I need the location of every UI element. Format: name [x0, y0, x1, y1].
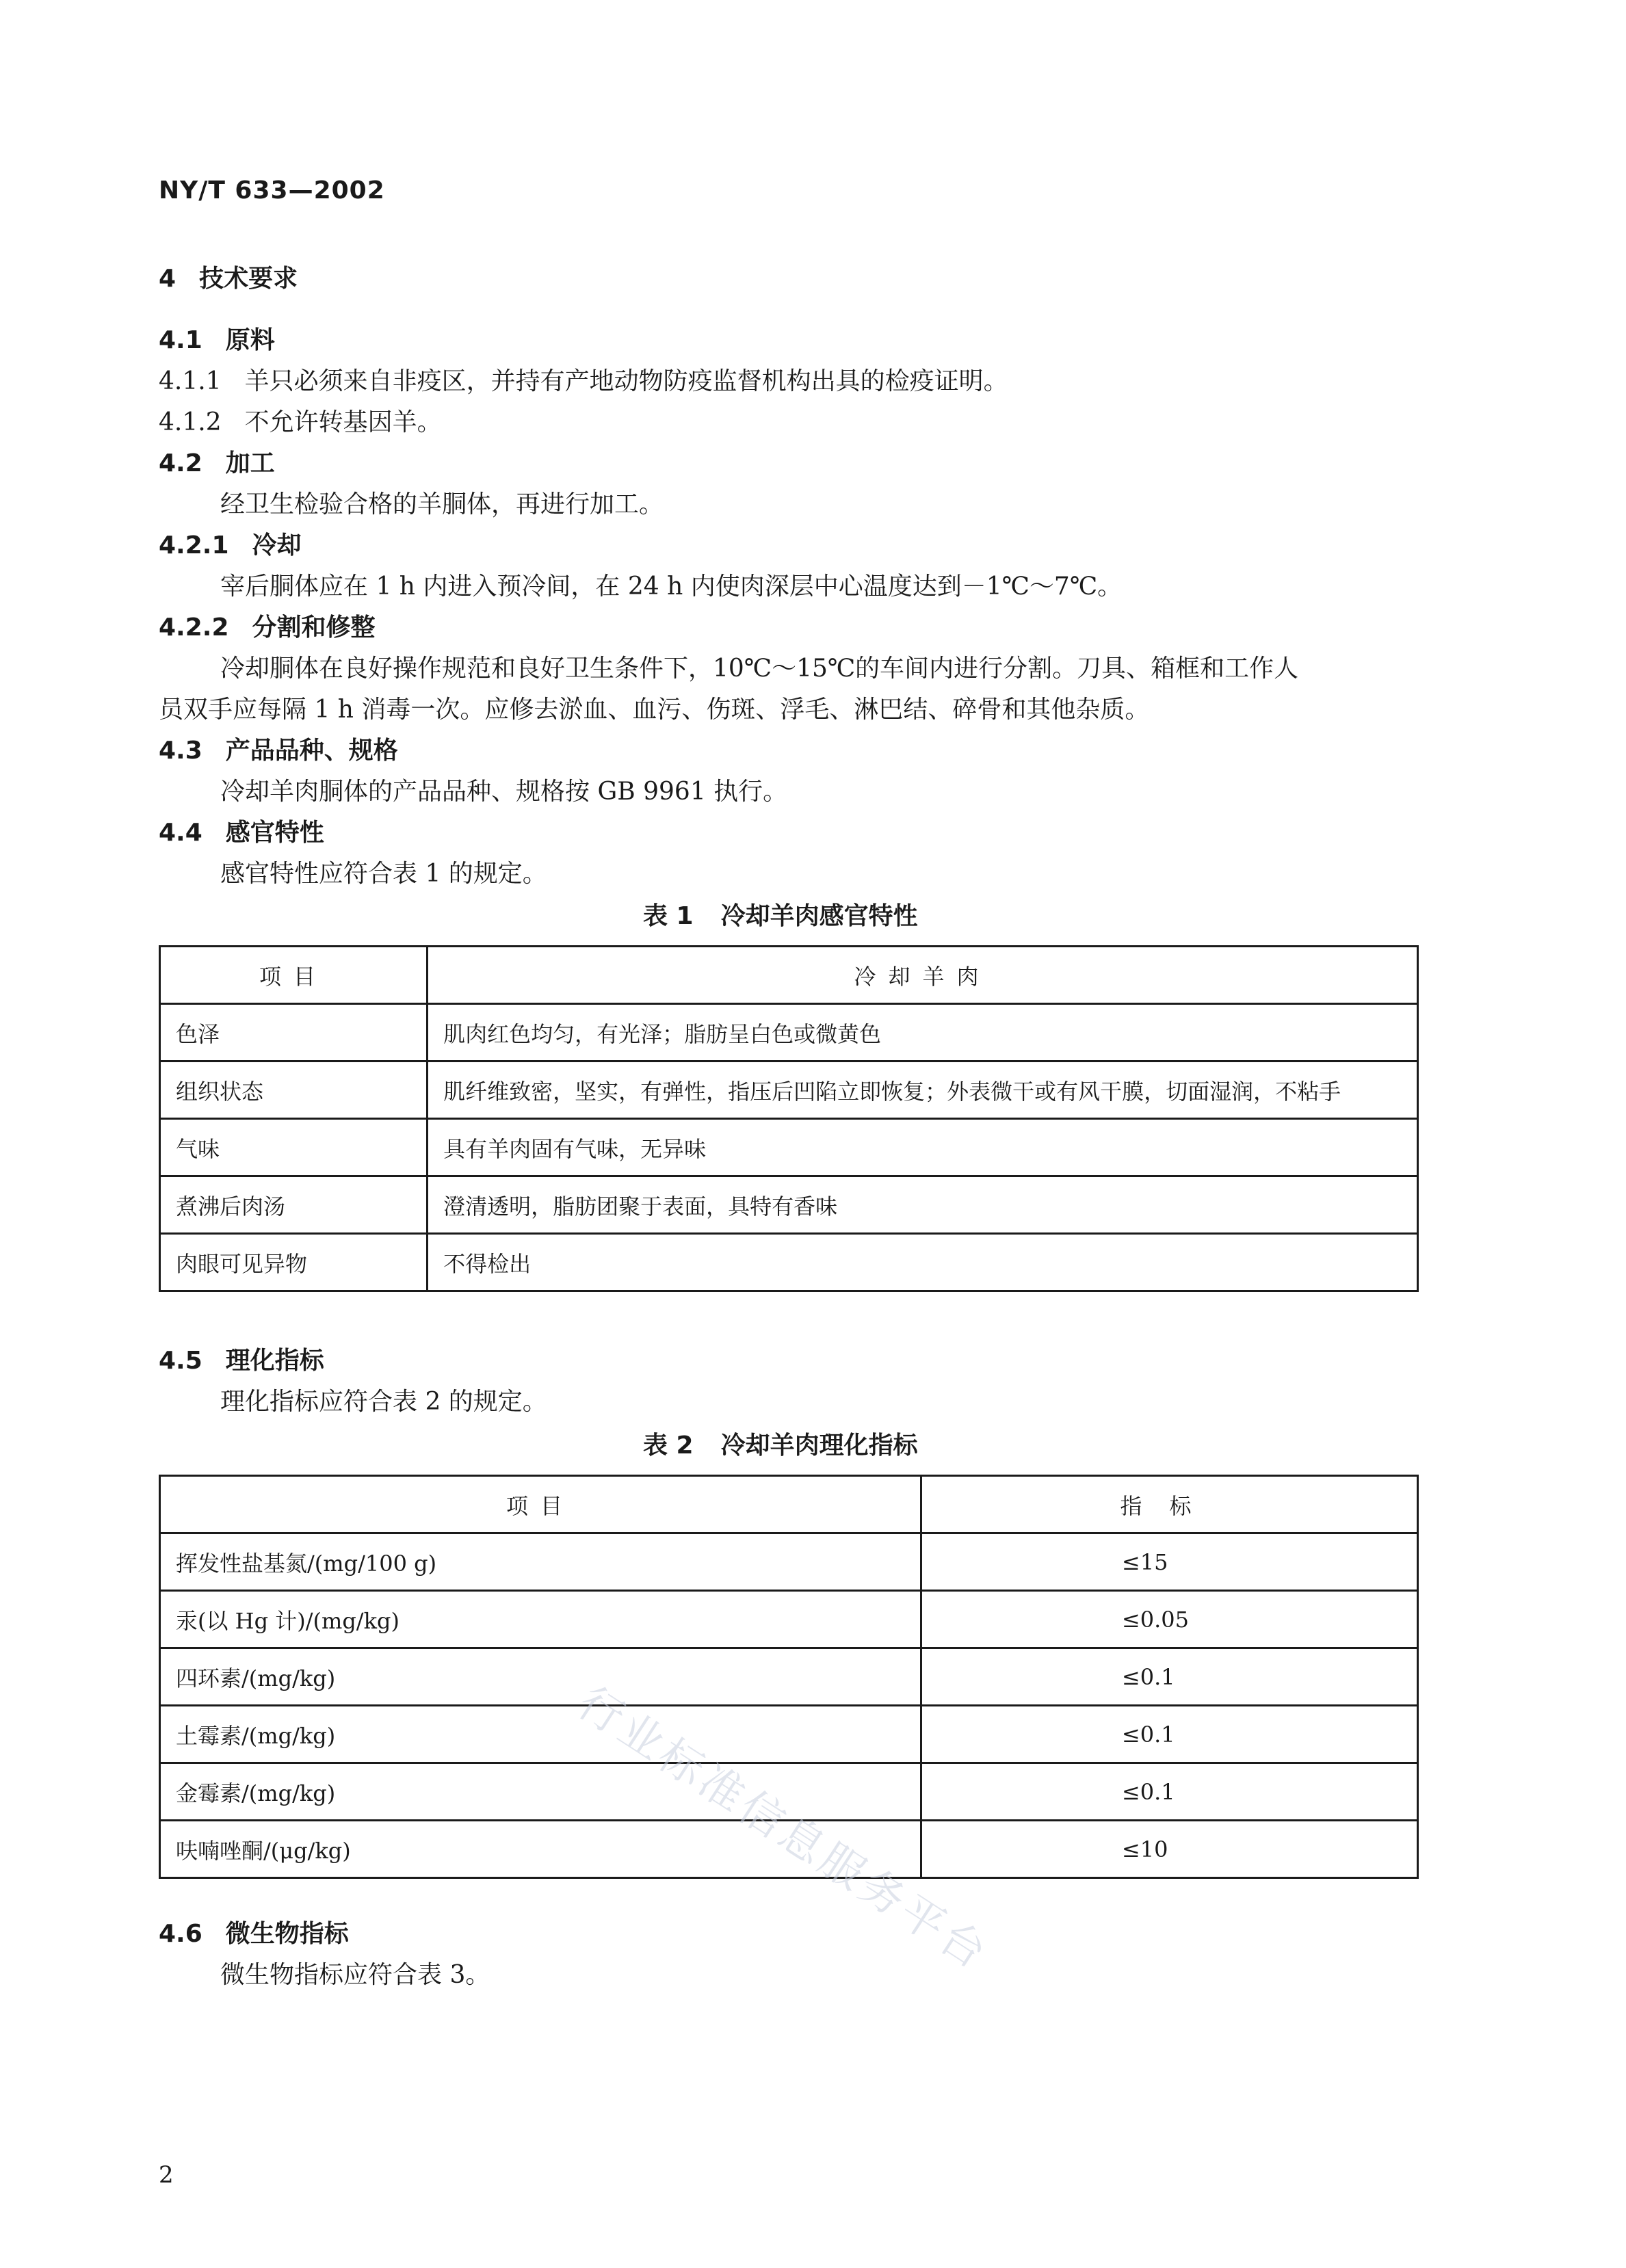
- table-row: [160, 1706, 1418, 1763]
- table-cell: 肉眼可见异物: [160, 1234, 428, 1291]
- section-4-2-text: 经卫生检验合格的羊胴体，再进行加工。: [220, 490, 664, 518]
- table-cell: 呋喃唑酮/(μg/kg): [160, 1821, 921, 1878]
- section-4-1-heading: 4.1 原料: [159, 326, 275, 354]
- table-cell: 汞(以 Hg 计)/(mg/kg): [160, 1591, 921, 1648]
- table-row: [160, 1648, 1418, 1706]
- table-row: [160, 1062, 1418, 1119]
- section-4-3-heading: 4.3 产品品种、规格: [159, 737, 398, 765]
- table-row: [160, 1004, 1418, 1062]
- section-4-4-heading: 4.4 感官特性: [159, 819, 324, 847]
- table-cell: ≤0.1: [921, 1763, 1417, 1821]
- table-row: [160, 1234, 1418, 1291]
- section-4-2-heading: 4.2 加工: [159, 449, 275, 477]
- section-4-2-2-heading: 4.2.2 分割和修整: [159, 614, 376, 642]
- clause-4-1-1: 4.1.1 羊只必须来自非疫区，并持有产地动物防疫监督机构出具的检疫证明。: [159, 367, 1008, 395]
- table-cell: 煮沸后肉汤: [160, 1176, 428, 1234]
- table-row: [160, 1533, 1418, 1591]
- watermark: 行业标准信息服务平台: [568, 1677, 998, 1981]
- section-4-2-1-text: 宰后胴体应在 1 h 内进入预冷间，在 24 h 内使肉深层中心温度达到－1℃～7℃。: [220, 572, 1123, 601]
- table-cell: ≤15: [921, 1533, 1417, 1591]
- table-cell: 组织状态: [160, 1062, 428, 1119]
- document-code: NY/T 633—2002: [159, 176, 385, 205]
- table-header-row: [160, 1476, 1418, 1533]
- table-cell: 澄清透明，脂肪团聚于表面，具特有香味: [428, 1176, 1418, 1234]
- table-cell: 金霉素/(mg/kg): [160, 1763, 921, 1821]
- section-4-2-2-text-1: 冷却胴体在良好操作规范和良好卫生条件下，10℃～15℃的车间内进行分割。刀具、箱框和工作人: [220, 655, 1299, 683]
- table-1-caption: 表 1 冷却羊肉感官特性: [643, 902, 918, 930]
- table-row: [160, 1176, 1418, 1234]
- table-header-cell: 项目: [160, 947, 428, 1004]
- table-cell: 肌肉红色均匀，有光泽；脂肪呈白色或微黄色: [428, 1004, 1418, 1062]
- table-cell: ≤0.05: [921, 1591, 1417, 1648]
- table-header-row: [160, 947, 1418, 1004]
- table-row: [160, 1119, 1418, 1176]
- table-cell: 四环素/(mg/kg): [160, 1648, 921, 1706]
- clause-4-1-2: 4.1.2 不允许转基因羊。: [159, 408, 442, 436]
- table-row: [160, 1591, 1418, 1648]
- section-4-6-heading: 4.6 微生物指标: [159, 1920, 349, 1948]
- section-4-6-text: 微生物指标应符合表 3。: [220, 1961, 490, 1989]
- page-number: 2: [159, 2161, 174, 2189]
- table-cell: ≤10: [921, 1821, 1417, 1878]
- table-header-cell: 指标: [921, 1476, 1417, 1533]
- section-4-2-1-heading: 4.2.1 冷却: [159, 531, 302, 559]
- section-4-2-2-text-2: 员双手应每隔 1 h 消毒一次。应修去淤血、血污、伤斑、浮毛、淋巴结、碎骨和其他杂质。: [159, 696, 1150, 724]
- table-cell: ≤0.1: [921, 1706, 1417, 1763]
- table-cell: 土霉素/(mg/kg): [160, 1706, 921, 1763]
- table-header-cell: 项目: [160, 1476, 921, 1533]
- section-4-5-heading: 4.5 理化指标: [159, 1347, 324, 1375]
- table-cell: 具有羊肉固有气味，无异味: [428, 1119, 1418, 1176]
- table-cell: 气味: [160, 1119, 428, 1176]
- table-header-cell: 冷却羊肉: [428, 947, 1418, 1004]
- table-cell: 色泽: [160, 1004, 428, 1062]
- table-cell: ≤0.1: [921, 1648, 1417, 1706]
- sensory-table: [159, 945, 1419, 1292]
- table-cell: 不得检出: [428, 1234, 1418, 1291]
- section-4-heading: 4 技术要求: [159, 265, 298, 293]
- section-4-4-text: 感官特性应符合表 1 的规定。: [220, 860, 547, 888]
- table-cell: 挥发性盐基氮/(mg/100 g): [160, 1533, 921, 1591]
- table-2-caption: 表 2 冷却羊肉理化指标: [643, 1432, 918, 1460]
- table-cell: 肌纤维致密，坚实，有弹性，指压后凹陷立即恢复；外表微干或有风干膜，切面湿润，不粘手: [428, 1062, 1418, 1119]
- section-4-3-text: 冷却羊肉胴体的产品品种、规格按 GB 9961 执行。: [220, 778, 788, 806]
- section-4-5-text: 理化指标应符合表 2 的规定。: [220, 1388, 547, 1416]
